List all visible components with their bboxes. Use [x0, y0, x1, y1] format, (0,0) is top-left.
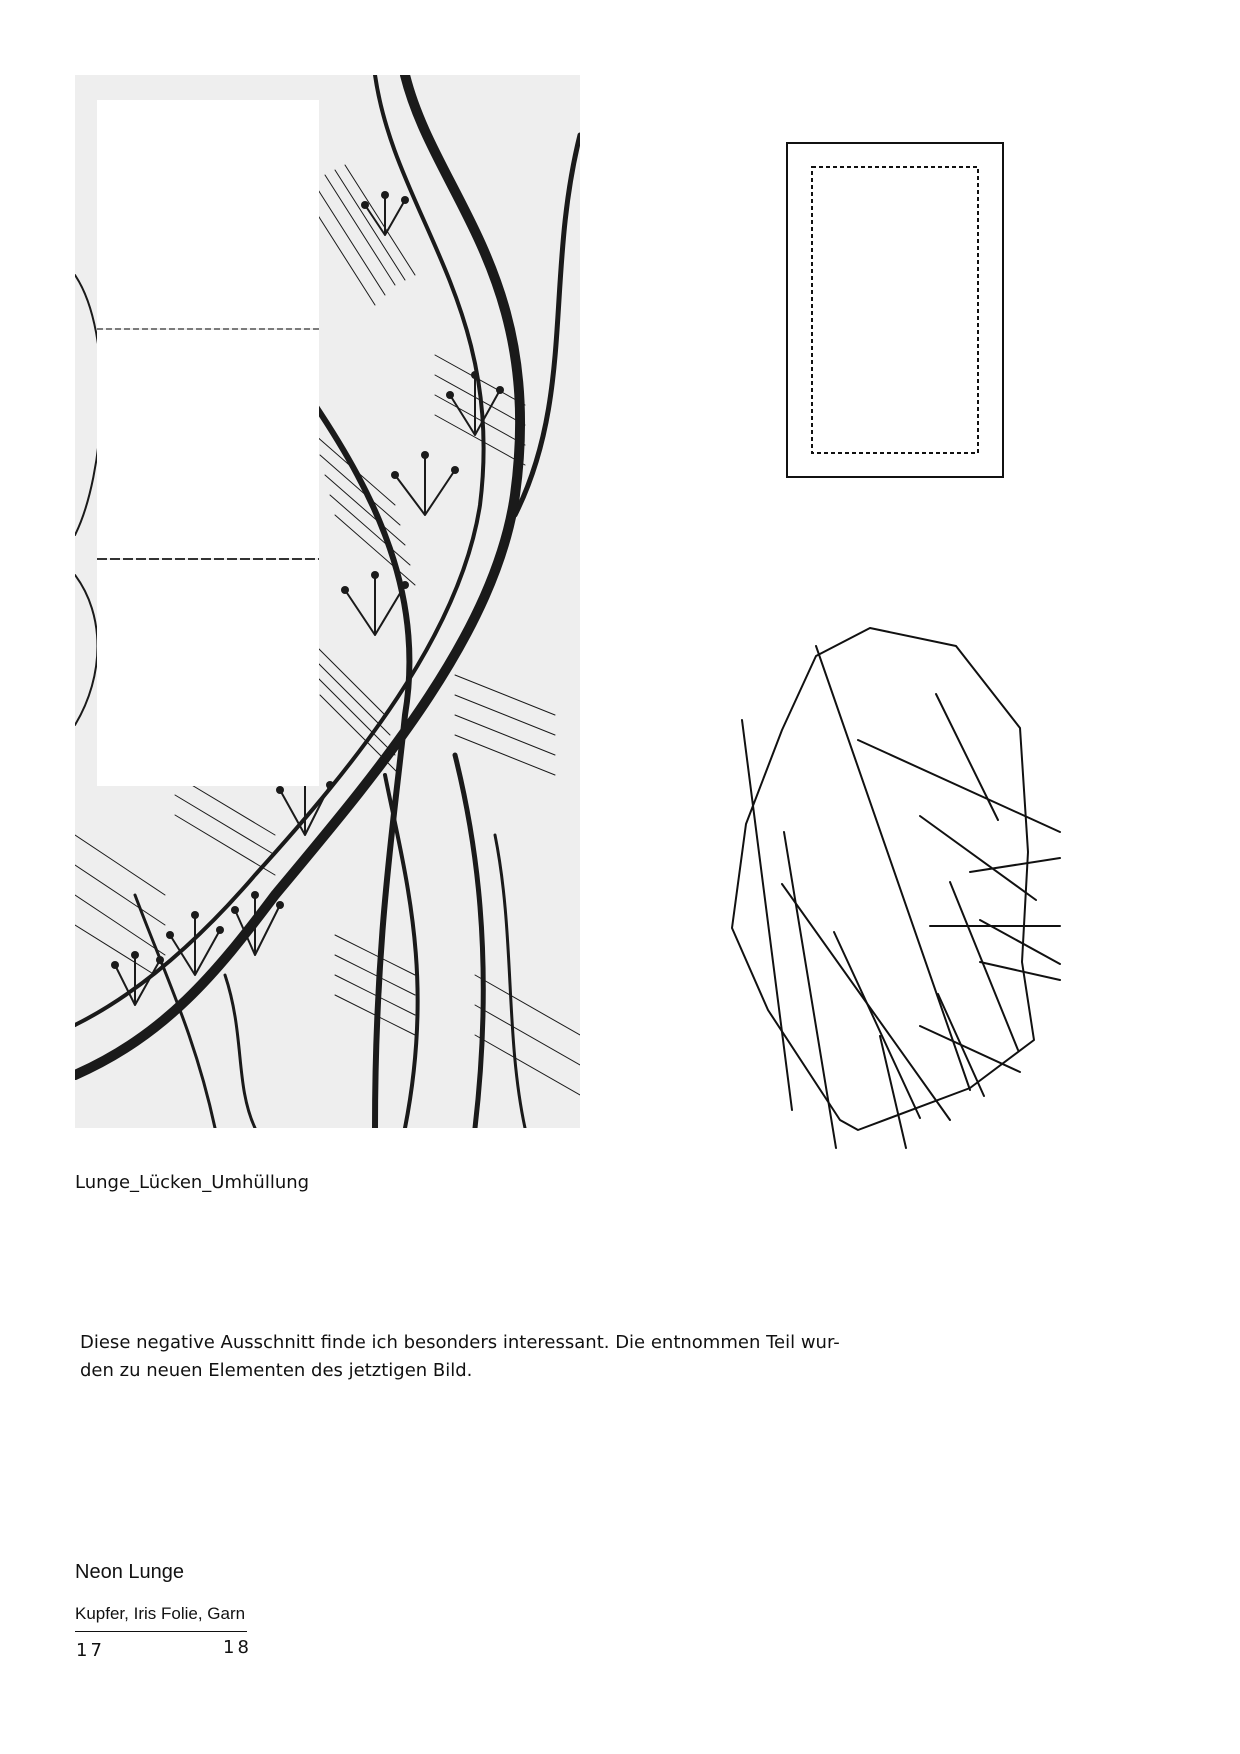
footer-rule	[75, 1631, 247, 1632]
ink-drawing-image	[75, 75, 580, 1128]
page-number-left: 17	[76, 1640, 105, 1661]
figure-caption: Lunge_Lücken_Umhüllung	[75, 1172, 310, 1193]
work-materials: Kupfer, Iris Folie, Garn	[75, 1604, 246, 1623]
work-title: Neon Lunge	[75, 1561, 184, 1583]
page-number-right: 18	[223, 1637, 252, 1658]
tree-drawing-icon	[75, 75, 580, 1128]
paragraph-line: den zu neuen Elementen des jetztigen Bild.	[80, 1360, 473, 1381]
paragraph-line: Diese negative Ausschnitt finde ich besonders interessant. Die entnommen Teil wur-	[80, 1332, 840, 1353]
body-paragraph	[80, 1329, 860, 1385]
frame-cutout-diagram	[786, 142, 1004, 478]
lung-wire-diagram	[730, 620, 1070, 1160]
